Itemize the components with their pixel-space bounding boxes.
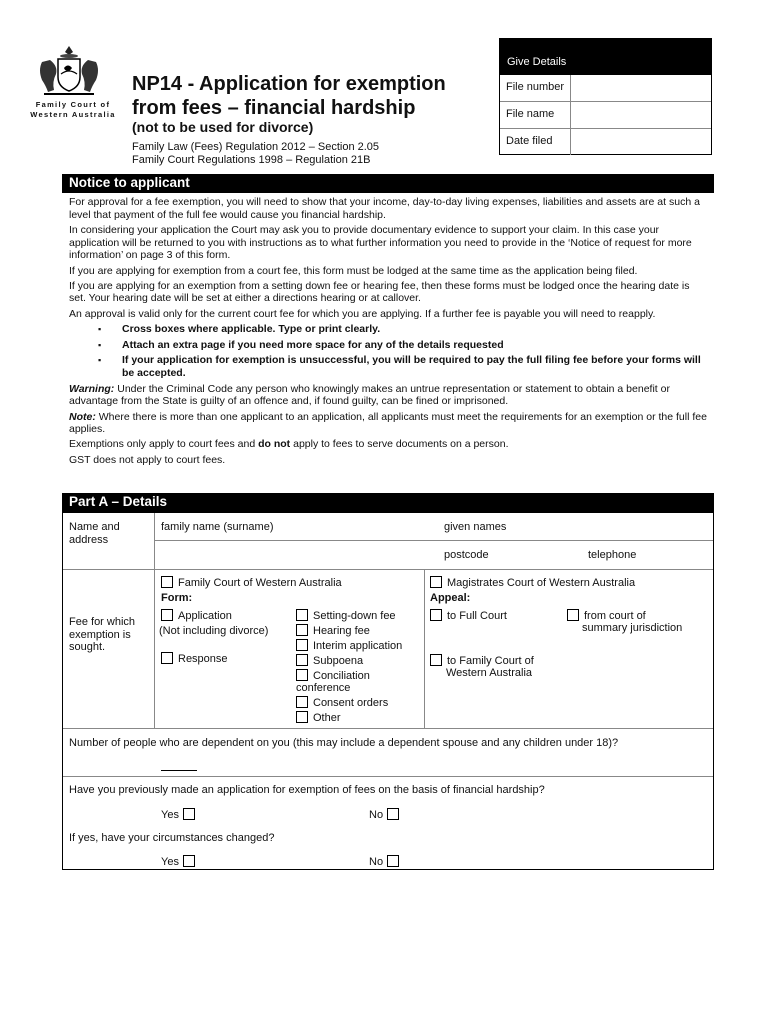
instruction-item: ▪ Cross boxes where applicable. Type or print clearly. (69, 323, 709, 336)
notice-text (69, 196, 709, 469)
divider (424, 569, 425, 728)
note-text: Where there is more than one applicant to an application, all applicants must meet the requirements for an exemption or the full fee applies. (69, 410, 707, 436)
warning-paragraph (69, 383, 709, 408)
court-name: Family Court of Western Australia (30, 100, 116, 119)
notice-paragraph: If you are applying for exemption from a court fee, this form must be lodged at the same time as the application being filed. (69, 264, 638, 277)
other-label: Other (313, 712, 341, 724)
changed-yes-label: Yes (161, 856, 179, 868)
notice-paragraph: In considering your application the Court may ask you to provide documentary evidence to support your claim. In this case your application will be returned to you with instructions as to what further information you need to provide in the ‘Notice of request for more information’ on page 3 of this form. (69, 223, 692, 262)
response-label: Response (178, 653, 228, 665)
page-title (132, 72, 446, 120)
consent-orders-checkbox[interactable] (296, 696, 308, 708)
summary-jurisdiction-label: summary jurisdiction (582, 622, 683, 634)
setting-down-label: Setting-down fee (313, 610, 396, 622)
fcwa-option[interactable] (161, 576, 342, 590)
file-name-field[interactable] (571, 102, 711, 128)
hearing-fee-checkbox[interactable] (296, 624, 308, 636)
title-line-2: from fees – financial hardship (132, 97, 416, 119)
changed-no-checkbox[interactable] (387, 855, 399, 867)
setting-down-checkbox[interactable] (296, 609, 308, 621)
previous-no-checkbox[interactable] (387, 808, 399, 820)
to-family-court-checkbox[interactable] (430, 654, 442, 666)
previous-yes-label: Yes (161, 809, 179, 821)
name-address-label: Name and address (69, 521, 120, 546)
notice-paragraph: An approval is valid only for the current court fee for which you are applying. If a further fee is payable you will need to reapply. (69, 307, 656, 320)
fcwa-label: Family Court of Western Australia (178, 577, 342, 589)
previous-application-question: Have you previously made an application for exemption of fees on the basis of financial hardship? (69, 784, 545, 796)
previous-yes-checkbox[interactable] (183, 808, 195, 820)
regulation-2: Family Court Regulations 1998 – Regulation 21B (132, 153, 371, 166)
postcode-label: postcode (444, 549, 489, 561)
file-name-label: File name (500, 102, 571, 128)
give-details-box (499, 38, 712, 155)
gst-paragraph: GST does not apply to court fees. (69, 453, 226, 466)
exemptions-text-end: apply to fees to serve documents on a person. (290, 438, 509, 451)
instruction-list (69, 323, 709, 380)
fcwa-checkbox[interactable] (161, 576, 173, 588)
notice-heading: Notice to applicant (62, 174, 714, 193)
application-checkbox[interactable] (161, 609, 173, 621)
warning-label: Warning: (69, 382, 115, 395)
file-number-row (500, 75, 711, 101)
file-number-field[interactable] (571, 75, 711, 101)
interim-checkbox[interactable] (296, 639, 308, 651)
instruction-item: ▪ If your application for exemption is unsuccessful, you will be required to pay the full filing fee before your forms will be accepted. (69, 354, 709, 379)
exemptions-emphasis: do not (258, 438, 291, 451)
to-full-court-checkbox[interactable] (430, 609, 442, 621)
response-option[interactable] (161, 652, 228, 666)
to-full-court-label: to Full Court (447, 610, 507, 622)
family-name-field[interactable] (155, 513, 435, 540)
part-a-table (62, 512, 714, 870)
dependents-answer-line[interactable] (161, 770, 197, 771)
consent-orders-option[interactable] (296, 696, 388, 710)
family-name-label: family name (surname) (161, 521, 274, 533)
title-line-1: NP14 - Application for exemption (132, 73, 446, 95)
conciliation-label: Conciliation (313, 670, 370, 682)
fee-label: Fee for which exemption is sought. (69, 616, 136, 653)
other-option[interactable] (296, 711, 341, 725)
magistrates-option[interactable] (430, 576, 635, 590)
western-australia-label: Western Australia (446, 667, 533, 679)
divider (63, 569, 713, 570)
date-filed-field[interactable] (571, 129, 711, 155)
conference-label: conference (296, 682, 351, 694)
notice-paragraph: If you are applying for an exemption from a setting down fee or hearing fee, then these forms must be lodged once the hearing date is set. Your hearing date will be set at either a directions hearing or at callover. (69, 279, 690, 305)
instruction-item: ▪ Attach an extra page if you need more space for any of the details requested (69, 339, 709, 352)
from-court-label: from court of (584, 610, 646, 622)
subpoena-checkbox[interactable] (296, 654, 308, 666)
telephone-label: telephone (588, 549, 637, 561)
regulation-1: Family Law (Fees) Regulation 2012 – Section 2.05 (132, 141, 380, 153)
circumstances-question: If yes, have your circumstances changed? (69, 832, 275, 844)
to-family-court-option[interactable] (430, 654, 534, 668)
given-names-field[interactable] (443, 513, 713, 540)
previous-no-label: No (369, 809, 384, 821)
coat-of-arms-logo (34, 44, 104, 100)
interim-option[interactable] (296, 639, 402, 653)
response-checkbox[interactable] (161, 652, 173, 664)
hearing-fee-option[interactable] (296, 624, 370, 638)
application-label: Application (178, 610, 232, 622)
previous-no-option[interactable] (369, 808, 399, 822)
date-filed-row (500, 128, 711, 155)
subpoena-label: Subpoena (313, 655, 364, 667)
exemptions-text: Exemptions only apply to court fees and (69, 438, 259, 451)
give-details-heading: Give Details (500, 39, 711, 75)
page-subtitle: (not to be used for divorce) (132, 119, 314, 135)
changed-no-label: No (369, 856, 384, 868)
other-checkbox[interactable] (296, 711, 308, 723)
exemptions-paragraph (69, 438, 709, 451)
note-label: Note: (69, 410, 96, 423)
hearing-fee-label: Hearing fee (313, 625, 370, 637)
from-court-checkbox[interactable] (567, 609, 579, 621)
address-field[interactable] (155, 541, 435, 569)
interim-label: Interim application (313, 640, 403, 652)
file-number-label: File number (500, 75, 571, 101)
regulations (132, 141, 379, 166)
subpoena-option[interactable] (296, 654, 363, 668)
date-filed-label: Date filed (500, 129, 571, 155)
dependents-question: Number of people who are dependent on you (this may include a dependent spouse and any children under 18)? (69, 737, 619, 749)
magistrates-checkbox[interactable] (430, 576, 442, 588)
consent-orders-label: Consent orders (313, 697, 389, 709)
conciliation-option[interactable] (296, 669, 370, 683)
divider (63, 728, 713, 729)
not-incl-divorce-label: (Not including divorce) (159, 625, 269, 637)
divider (63, 776, 713, 777)
conciliation-checkbox[interactable] (296, 669, 308, 681)
file-name-row (500, 101, 711, 128)
changed-no-option[interactable] (369, 855, 399, 869)
notice-paragraph: For approval for a fee exemption, you will need to show that your income, day-to-day living expenses, liabilities and assets are at such a level that payment of the full fee would cause you financial hardship. (69, 196, 700, 221)
appeal-label: Appeal: (430, 592, 471, 604)
changed-yes-option[interactable] (161, 855, 195, 869)
application-option[interactable] (161, 609, 232, 623)
warning-text: Under the Criminal Code any person who knowingly makes an untrue representation or statement to obtain a benefit or advantage from the State is guilty of an offence and, if found guilty, can be fined or imprisoned. (69, 382, 670, 408)
from-court-option[interactable] (567, 609, 646, 623)
part-a-heading: Part A – Details (62, 493, 714, 512)
given-names-label: given names (444, 521, 507, 533)
to-family-court-label: to Family Court of (447, 655, 534, 667)
previous-yes-option[interactable] (161, 808, 195, 822)
to-full-court-option[interactable] (430, 609, 507, 623)
magistrates-label: Magistrates Court of Western Australia (447, 577, 636, 589)
changed-yes-checkbox[interactable] (183, 855, 195, 867)
form-label: Form: (161, 592, 193, 604)
setting-down-option[interactable] (296, 609, 396, 623)
note-paragraph (69, 411, 709, 436)
